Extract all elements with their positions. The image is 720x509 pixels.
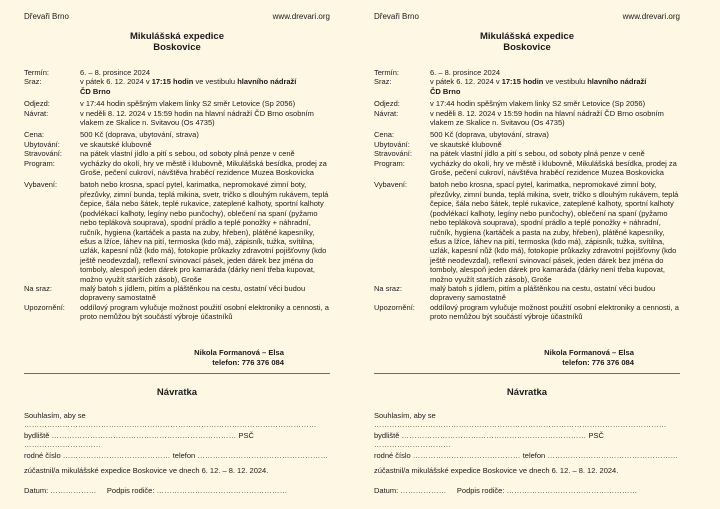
- page-title: [374, 31, 680, 53]
- value-na-sraz: malý batoh s jídlem, pitím a pláštěnkou na cestu, ostatní věci budou dopraveny samostatně: [80, 283, 306, 303]
- row-upozorneni: [374, 303, 680, 322]
- label-cena: Cena:: [374, 130, 395, 140]
- label-navrat: Návrat:: [374, 108, 399, 118]
- sraz-mid: ve vestibulu: [543, 77, 588, 87]
- sraz-pre: v pátek 6. 12. 2024 v: [430, 77, 502, 87]
- address-field[interactable]: ………………………………………………………………: [51, 431, 237, 440]
- form-consent-line: [374, 411, 680, 430]
- navratka-title: Návratka: [156, 387, 198, 398]
- address-label: bydliště: [24, 431, 50, 440]
- zip-field[interactable]: …………………………: [374, 440, 451, 450]
- row-vybaveni: [24, 180, 330, 283]
- row-ubytovani: [374, 140, 680, 149]
- row-navrat: [24, 109, 330, 128]
- consent-label: Souhlasím, aby se: [374, 411, 436, 420]
- label-ubytovani: Ubytování:: [374, 139, 410, 149]
- row-termin: [24, 68, 330, 77]
- date-label: Datum:: [374, 486, 399, 495]
- value-odjezd: v 17:44 hodin spěšným vlakem linky S2 směr Letovice (Sp 2056): [80, 99, 296, 109]
- row-upozorneni: [24, 303, 330, 322]
- value-termin: 6. – 8. prosince 2024: [430, 68, 501, 77]
- value-vybaveni: batoh nebo krosna, spací pytel, karimatka, nepromokavé zimní boty, přezůvky, zimní bunda, teplá mikina, svetr, tričko s dlouhým rukávem, teplá čepice, šála nebo šátek, teplé rukavice, zateplené kalhoty, sportní kalhoty (podvlékací kalhoty, legíny nebo punčochy), oblečení na spaní (pyžamo nebo teplákovà souprava), spodní prádlo a teplé ponožky + náhradní, ručník, hygiena (kartáček a pasta na zuby, hřeben), plátěné kapesníky, ešus a lžíce, láhev na pití, termoska (kdo má), zápisník, tužka, svítilna, uzlák, kapesní nůž (kdo má), fotokopie průkazky zdravotní pojišťovny (kdo ještě neodevzdal), reflexní svinovací pásek, jeden dárek bez jména do tomboly, alespoň jeden dárek pro kamaráda (dárky není třeba kupovat, možno využít starších zásob), Groše: [80, 180, 329, 284]
- form-signature-line: [24, 486, 330, 495]
- value-vybaveni: batoh nebo krosna, spací pytel, karimatka, nepromokavé zimní boty, přezůvky, zimní bunda, teplá mikina, svetr, tričko s dlouhým rukávem, teplá čepice, šála nebo šátek, teplé rukavice, zateplené kalhoty, sportní kalhoty (podvlékací kalhoty, legíny nebo punčochy), oblečení na spaní (pyžamo nebo teplákovà souprava), spodní prádlo a teplé ponožky + náhradní, ručník, hygiena (kartáček a pasta na zuby, hřeben), plátěné kapesníky, ešus a lžíce, láhev na pití, termoska (kdo má), zápisník, tužka, svítilna, uzlák, kapesní nůž (kdo má), fotokopie průkazky zdravotní pojišťovny (kdo ještě neodevzdal), reflexní svinovací pásek, jeden dárek bez jména do tomboly, alespoň jeden dárek pro kamaráda (dárky není třeba kupovat, možno využít starších zásob), Groše: [430, 180, 679, 284]
- row-cena: [374, 130, 680, 139]
- label-ubytovani: Ubytování:: [24, 139, 60, 149]
- parent-signature-label: Podpis rodiče:: [456, 486, 505, 495]
- signature-block: [194, 348, 284, 368]
- value-na-sraz: malý batoh s jídlem, pitím a pláštěnkou na cestu, ostatní věci budou dopraveny samostatně: [430, 283, 656, 303]
- zip-label: PSČ: [238, 431, 254, 440]
- form-participation-line: zúčastnil/a mikulášské expedice Boskovice ve dnech 6. 12. – 8. 12. 2024.: [374, 466, 619, 475]
- phone-field[interactable]: ……………………………………………: [197, 451, 329, 460]
- label-vybaveni: Vybavení:: [374, 180, 408, 190]
- consent-label: Souhlasím, aby se: [24, 411, 86, 420]
- label-stravovani: Stravování:: [374, 149, 412, 159]
- title-line-1: Mikulášská expedice: [130, 31, 224, 42]
- birth-number-field[interactable]: ……………………………………: [412, 451, 521, 460]
- cut-line-divider: [24, 373, 330, 374]
- value-ubytovani: ve skautské klubovně: [80, 139, 152, 149]
- birth-number-field[interactable]: ……………………………………: [62, 451, 171, 460]
- label-upozorneni: Upozornění:: [24, 302, 65, 312]
- value-cena: 500 Kč (doprava, ubytování, strava): [430, 130, 549, 140]
- row-na-sraz: [374, 284, 680, 303]
- value-program: vycházky do okolí, hry ve městě i klubovně, Mikulášská besídka, prodej za Groše, pečení cukroví, návštěva hraběcí rezidence Muzea Boskovicka: [80, 158, 327, 178]
- label-stravovani: Stravování:: [24, 149, 62, 159]
- sraz-place-2: ČD Brno: [430, 86, 461, 96]
- label-na-sraz: Na sraz:: [24, 283, 52, 293]
- label-odjezd: Odjezd:: [374, 99, 400, 109]
- form-participation-line: zúčastnil/a mikulášské expedice Boskovice ve dnech 6. 12. – 8. 12. 2024.: [24, 466, 269, 475]
- birth-number-label: rodné číslo: [24, 451, 61, 460]
- leaflet-right: [350, 0, 694, 509]
- value-upozorneni: oddílový program vylučuje možnost použití osobní elektroniky a cennosti, a proto nemůžou být součástí výbroje účastníků: [430, 302, 679, 322]
- form-consent-line: [24, 411, 330, 430]
- info-rows: [374, 68, 680, 322]
- signature-block: [544, 348, 634, 368]
- label-navrat: Návrat:: [24, 108, 49, 118]
- value-cena: 500 Kč (doprava, ubytování, strava): [80, 130, 199, 140]
- parent-signature-field[interactable]: ……………………………………………: [506, 486, 638, 495]
- leader-name: Nikola Formanová – Elsa: [194, 348, 284, 357]
- zip-field[interactable]: …………………………: [24, 440, 101, 450]
- cut-line-divider: [374, 373, 680, 374]
- parent-signature-field[interactable]: ……………………………………………: [156, 486, 288, 495]
- row-odjezd: [24, 99, 330, 108]
- value-upozorneni: oddílový program vylučuje možnost použití osobní elektroniky a cennosti, a proto nemůžou být součástí výbroje účastníků: [80, 302, 329, 322]
- label-vybaveni: Vybavení:: [24, 180, 58, 190]
- website-url: www.drevari.org: [622, 12, 680, 21]
- sraz-mid: ve vestibulu: [193, 77, 238, 87]
- value-odjezd: v 17:44 hodin spěšným vlakem linky S2 směr Letovice (Sp 2056): [430, 99, 646, 109]
- label-upozorneni: Upozornění:: [374, 302, 415, 312]
- value-sraz: [430, 77, 680, 96]
- row-sraz: [24, 77, 330, 96]
- row-stravovani: [24, 149, 330, 158]
- sraz-place-2: ČD Brno: [80, 86, 111, 96]
- phone-field[interactable]: ……………………………………………: [547, 451, 679, 460]
- name-field[interactable]: ……………………………………………………………………………………………………: [24, 420, 317, 430]
- label-program: Program:: [374, 158, 405, 168]
- label-odjezd: Odjezd:: [24, 99, 50, 109]
- navratka-title: Návratka: [506, 387, 548, 398]
- form-id-line: [374, 451, 680, 460]
- label-program: Program:: [24, 158, 55, 168]
- sraz-place-1: hlavního nádraží: [587, 77, 647, 87]
- date-field[interactable]: ………………: [50, 486, 97, 495]
- label-cena: Cena:: [24, 130, 45, 140]
- label-sraz: Sraz:: [24, 77, 42, 87]
- form-address-line: [374, 431, 680, 450]
- website-url: www.drevari.org: [272, 12, 330, 21]
- name-field[interactable]: ……………………………………………………………………………………………………: [374, 420, 667, 430]
- brand-name: Dřevaři Brno: [24, 12, 69, 21]
- row-na-sraz: [24, 284, 330, 303]
- row-vybaveni: [374, 180, 680, 283]
- row-program: [24, 159, 330, 178]
- value-stravovani: na pátek vlastní jídlo a pití s sebou, od soboty plná penze v ceně: [80, 149, 295, 159]
- phone-label: telefon: [172, 451, 196, 460]
- title-line-2: Boskovice: [153, 42, 201, 53]
- parent-signature-label: Podpis rodiče:: [106, 486, 155, 495]
- value-program: vycházky do okolí, hry ve městě i klubovně, Mikulášská besídka, prodej za Groše, pečení cukroví, návštěva hraběcí rezidence Muzea Boskovicka: [430, 158, 677, 178]
- brand-name: Dřevaři Brno: [374, 12, 419, 21]
- label-na-sraz: Na sraz:: [374, 283, 402, 293]
- row-program: [374, 159, 680, 178]
- row-termin: [374, 68, 680, 77]
- leaflet-left: [0, 0, 344, 509]
- form-signature-line: [374, 486, 680, 495]
- label-termin: Termín:: [374, 68, 400, 77]
- title-line-1: Mikulášská expedice: [480, 31, 574, 42]
- value-navrat: v neděli 8. 12. 2024 v 15:59 hodin na hlavní nádraží ČD Brno osobním vlakem ze Skalice n. Svitavou (Os 4735): [80, 108, 314, 128]
- leader-phone: telefon: 776 376 084: [212, 358, 284, 367]
- value-ubytovani: ve skautské klubovně: [430, 139, 502, 149]
- leader-name: Nikola Formanová – Elsa: [544, 348, 634, 357]
- value-sraz: [80, 77, 330, 96]
- form-id-line: [24, 451, 330, 460]
- sraz-time: 17:15 hodin: [151, 77, 194, 87]
- value-termin: 6. – 8. prosince 2024: [80, 68, 151, 77]
- address-label: bydliště: [374, 431, 400, 440]
- birth-number-label: rodné číslo: [374, 451, 411, 460]
- address-field[interactable]: ………………………………………………………………: [401, 431, 587, 440]
- sraz-place-1: hlavního nádraží: [237, 77, 297, 87]
- info-rows: [24, 68, 330, 322]
- row-navrat: [374, 109, 680, 128]
- date-label: Datum:: [24, 486, 49, 495]
- sraz-time: 17:15 hodin: [501, 77, 544, 87]
- row-sraz: [374, 77, 680, 96]
- page-title: [24, 31, 330, 53]
- title-line-2: Boskovice: [503, 42, 551, 53]
- sraz-pre: v pátek 6. 12. 2024 v: [80, 77, 152, 87]
- form-address-line: [24, 431, 330, 450]
- label-termin: Termín:: [24, 68, 50, 77]
- date-field[interactable]: ………………: [400, 486, 447, 495]
- value-stravovani: na pátek vlastní jídlo a pití s sebou, od soboty plná penze v ceně: [430, 149, 645, 159]
- leader-phone: telefon: 776 376 084: [562, 358, 634, 367]
- row-odjezd: [374, 99, 680, 108]
- zip-label: PSČ: [588, 431, 604, 440]
- phone-label: telefon: [522, 451, 546, 460]
- row-cena: [24, 130, 330, 139]
- value-navrat: v neděli 8. 12. 2024 v 15:59 hodin na hlavní nádraží ČD Brno osobním vlakem ze Skalice n. Svitavou (Os 4735): [430, 108, 664, 128]
- label-sraz: Sraz:: [374, 77, 392, 87]
- row-ubytovani: [24, 140, 330, 149]
- row-stravovani: [374, 149, 680, 158]
